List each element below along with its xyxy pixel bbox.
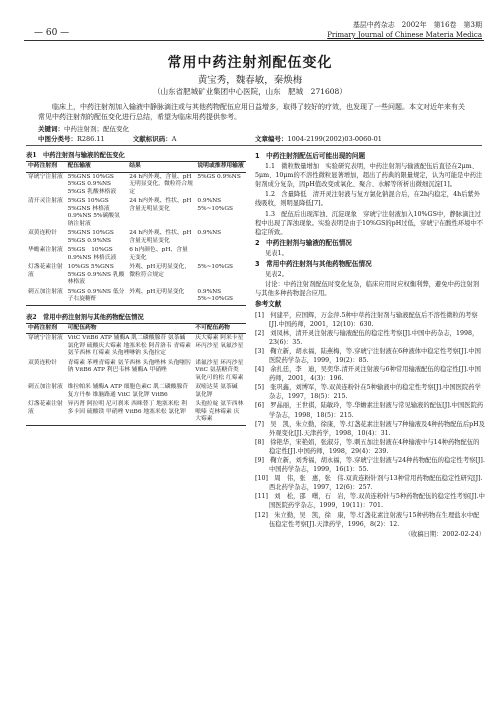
reference-item: [6] 罗晶丽，王世祺，陆敏玲，等.华蟾素注射液与常见输液的配伍[J].中国医院药学杂志，1998，18(5)：215.: [255, 402, 484, 419]
received-date: （收稿日期：2002-02-24）: [404, 530, 485, 538]
keywords-label: 关键词：: [38, 125, 64, 133]
doc-code-value: A: [171, 135, 177, 143]
table-cell: 维拉帕米 辅酶A ATP 细胞色素C 肌二磷酸腺苷 复方丹参 维脑路通 VitC 氯化钾 VitB6: [67, 384, 188, 398]
table-cell: 穿琥宁注射液: [28, 335, 63, 341]
paragraph: 1.1 微粒数量增加 实验研究表明，中药注射剂与输液配伍后直径在2μm、5μm、10μm的不溶性微粒显著增加，超出了药典的限量规定，认为可能是中药注射剂成分复杂，因pH值改变或氧化、聚合、水解等所析出微细沉淀[1]。: [255, 163, 483, 189]
paragraph: 1.3 配伍后出现浑浊、沉淀现象 穿琥宁注射液加入10%GS中，静脉滴注过程中出现了浑浊现象。实验表明是由于10%GS的pH过低，穿琥宁在酸性环境中不稳定所致。: [255, 210, 484, 236]
table-cell: 庆大霉素 阿米卡星 环丙沙星 氧氟沙星: [195, 335, 244, 349]
table-row: [26, 288, 246, 306]
section-heading: 1 中药注射剂配伍后可能出现的问题: [255, 152, 366, 160]
abstract-text: 临床上，中药注射剂加入输液中静脉滴注或与其他药物配伍应用日益增多，取得了较好的疗效，也发现了一些问题。本文对近年来有关常见中药注射剂的配伍变化进行总结，希望为临床用药提供参考。: [38, 103, 465, 122]
journal-header: [327, 20, 482, 40]
table-cell: 头孢拉啶 氨苄西林 哌嗪 克林霉素 庆大霉素: [193, 400, 246, 425]
clc-value: R286.11: [77, 135, 105, 143]
article-id-value: 1004-2199(2002)03-0060-01: [287, 135, 382, 143]
table-cell: 灯盏花素注射液: [28, 264, 63, 278]
table-cell: 双黄连粉针: [28, 230, 57, 236]
table1-header: 说明或推荐用输液: [195, 162, 246, 173]
table1-header: 结果: [127, 162, 195, 173]
article-id-label: 文章编号：: [255, 135, 288, 143]
header-rule: [24, 40, 484, 41]
table-row: [26, 359, 246, 384]
paragraph: 1.2 含量降低 清开灵注射液与复方氯化钠混合后，在2h内稳定，4h后紫外线吸收，则明显降低[7]。: [255, 191, 481, 208]
table-cell: [195, 246, 246, 263]
table-cell: 双嘧达莫 氨茶碱 氯化钾: [195, 384, 238, 398]
table-cell: 灯盏花素注射液: [26, 400, 66, 425]
section-heading: 2 中药注射剂与输液的配伍情况: [255, 238, 352, 247]
table-cell: 24 h内外观、含量、pH无明显变化，微粒符合规定: [129, 173, 193, 195]
discussion-paragraph: 讨论：中药注射剂配伍时变化复杂，临床应用时应权衡利弊，避免中药注射剂与其他多种药物混合应用。: [255, 281, 480, 298]
table-cell: 5%GS 10%GS 0.9%NS 林格氏液: [67, 247, 117, 261]
article-affiliation: （山东省肥城矿业集团中心医院，山东 肥城 271608）: [153, 87, 347, 96]
table-cell: 诺氟沙星 环丙沙星 VitC 氨基糖苷类 氧化可的松 红霉素: [195, 359, 244, 381]
table-cell: 5%GNS 10%GS 5%GS 0.9%NS: [67, 230, 114, 244]
keywords-value: 中药注射剂；配伍变化: [64, 125, 129, 133]
table-row: [26, 197, 246, 229]
table-cell: 0.9%NS 5%~10%GS: [197, 198, 233, 212]
table2: [26, 323, 246, 426]
page-number: — 60 —: [34, 28, 70, 38]
reference-item: [4] 余扎廷，李 迪，吴奕华.清开灵注射液与6种常用输液配伍的稳定性[J].中国药师，2001，4(3)：196.: [255, 366, 481, 383]
section-rule: [26, 145, 482, 146]
keywords-line: [38, 124, 129, 134]
reference-item: [9] 鞠立新，刘秀福，胡永福，等.穿琥宁注射液与24种药物配伍的稳定性考察[J].中国药学杂志，1999，16(1)：55.: [255, 457, 485, 474]
table-cell: 双黄连粉针: [28, 359, 57, 366]
table2-caption: 表2 常用中药注射剂与其他药物配伍情况: [26, 313, 144, 321]
reference-list: [255, 311, 485, 529]
reference-item: [12] 朱立勤，吴 凯，徐 康，等.灯盏花素注射液与15种药物在生理盐水中配伍稳定性考察[J].天津药学，1996，8(2)：12.: [255, 511, 480, 528]
table-cell: 外观、pH无明显变化: [127, 288, 195, 306]
table-cell: 6 h内颜色、pH、含量无变化: [129, 247, 188, 261]
table-cell: 5%GS 10%GS 5%GNS 林格液 0.9%NS 5%碳酸氢钠注射液: [67, 198, 120, 227]
clc-label: 中图分类号：: [38, 135, 77, 143]
reference-item: [3] 鞠立新，胡永福，陆燕梅，等.穿琥宁注射液在6种液体中稳定性考察[J].中国医院药学杂志，1999，19(2)：85.: [255, 347, 481, 364]
table2-header: 不可配伍药物: [193, 323, 246, 334]
table-row: [26, 263, 246, 288]
references-heading: 参考文献: [255, 300, 282, 309]
table-cell: 刺五加注射液: [26, 288, 66, 306]
left-column: [26, 150, 246, 426]
table-cell: 穿琥宁注射液: [28, 173, 63, 180]
table-cell: 0.9%NS 5%~10%GS: [195, 288, 246, 306]
doc-code-label: 文献标识码：: [132, 135, 172, 143]
table1: [26, 161, 246, 306]
journal-line-en: Primary Journal of Chinese Materia Medica: [327, 31, 482, 39]
article-authors: 黄宝秀，魏春敏，秦焕梅: [197, 75, 303, 86]
paragraph: 见表2。: [265, 271, 288, 279]
table1-caption: 表1 中药注射剂与输液的配伍变化: [26, 152, 125, 159]
table-cell: 5%GS 0.9%NS: [197, 173, 241, 180]
reference-item: [1] 何建平，应国辉，万金萍.5种中草药注射剂与输液配伍后不溶性微粒的考察[J].中国药师，2001，12(10)：630.: [255, 311, 478, 328]
article-title: 常用中药注射剂配伍变化: [167, 55, 333, 71]
table1-header: 配伍输液: [66, 162, 128, 173]
table-cell: 外观、pH无明显变化，微粒符合规定: [129, 264, 191, 278]
table-cell: 0.9%NS: [197, 230, 222, 236]
reference-item: [11] 刘 松，邵 曙，石 岩，等.双黄连粉针与5种药物配伍的稳定性考察[J].中国医院药学杂志，1999，19(11)：701.: [255, 493, 485, 510]
table-row: [26, 229, 246, 246]
reference-item: [2] 刘凤林，清开灵注射液与输液配伍的稳定性考察[J].中国中药杂志，1998，23(6)：35.: [255, 329, 479, 346]
table-row: [26, 246, 246, 263]
table-cell: 异丙肾 阿拉明 尼可刹米 西咪替丁 地塞米松 利多卡因 硫酸镁 甲硝唑 VitB6 地塞米松 氯化钾: [66, 400, 194, 425]
reference-item: [10] 周 伟，张 惠，张 伟.双黄连粉针剂与13种常用药物配伍稳定性研究[J].西北药学杂志，1997，12(6)：257.: [255, 475, 483, 492]
table-cell: 5%GS 0.9%NS 低分子右旋糖酐: [66, 288, 128, 306]
table-cell: 清开灵注射液: [28, 198, 63, 204]
table-cell: 5%~10%GS: [197, 264, 233, 270]
reference-item: [5] 张巩鑫，刘博军，等.双黄连粉针在5种输液中的稳定性考察[J].中国医院药学杂志，1997，18(5)：215.: [255, 384, 481, 401]
table-cell: 刺五加注射液: [28, 384, 63, 390]
table-cell: 24 h内外观、性状、pH含量无明显变化: [129, 198, 192, 212]
table-cell: 24 h内外观、性状、pH含量无明显变化: [129, 230, 192, 244]
table-row: [26, 172, 246, 197]
reference-item: [8] 徐艳华，宋艳娟，张淑芬，等.刺五加注射液在4种输液中与14种药物配伍的稳定性[J].中国药师，1998，29(4)：239.: [255, 438, 480, 455]
table-row: [26, 400, 246, 425]
section-heading: 3 常用中药注射剂与其他药物配伍情况: [255, 260, 372, 269]
abstract: [38, 102, 470, 122]
table-cell: 10%GS 5%GNS 5%GS 0.9%NS 乳酸林格液: [67, 264, 125, 285]
article-id-line: [255, 134, 382, 144]
table1-header: 中药注射剂: [26, 162, 66, 173]
table-row: [26, 334, 246, 359]
table-cell: VitC VitB6 ATP 辅酶A 肌二磷酸腺苷 氨茶碱 氯化钾 硫酸庆大霉素 地塞米松 阿昔洛韦 青霉素 氨苄西林 红霉素 头孢唑啉钠 头孢拉定: [67, 335, 191, 356]
table2-header: 中药注射剂: [26, 323, 66, 334]
paragraph: 见表1。: [265, 249, 288, 257]
clc-line: [38, 134, 176, 144]
reference-item: [7] 吴 凯，朱立勤，徐康，等.灯盏花素注射液与7种输液及4种药物配伍后pH及外观变化[J].天津药学，1998，10(4)：31.: [255, 420, 485, 437]
right-column: [255, 150, 485, 539]
table-row: [26, 383, 246, 400]
table-cell: 5%GNS 10%GS 5%GS 0.9%NS 5%GS 乳酸林格液: [67, 173, 117, 195]
table2-header: 可配伍药物: [66, 323, 194, 334]
journal-line-cn: 基层中药杂志 2002年 第16卷 第3期: [352, 21, 482, 29]
table-cell: 青霉素 苯唑青霉素 氨苄西林 头孢唑林 头孢噻肟钠 VitB6 ATP 利巴韦林 辅酶A 甲硝唑: [67, 359, 191, 373]
table-cell: 华蟾素注射液: [28, 247, 63, 253]
